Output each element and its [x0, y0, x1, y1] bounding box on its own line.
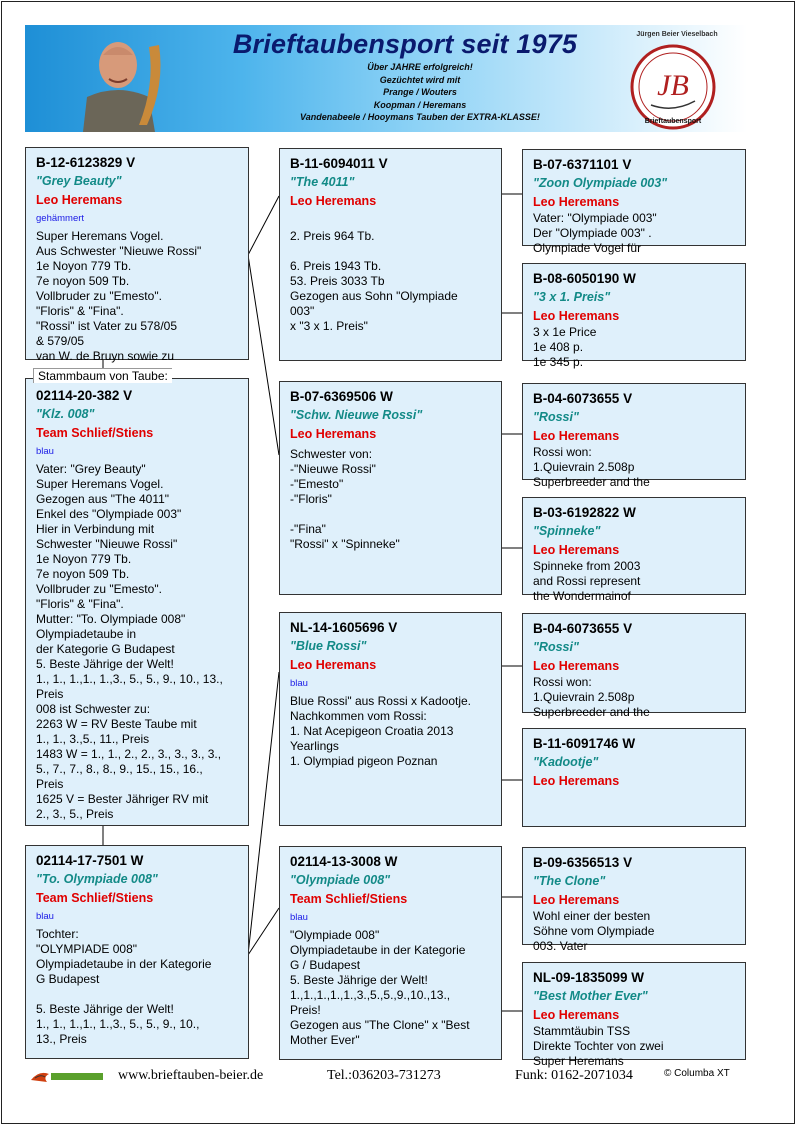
ring-number: B-04-6073655 V — [533, 621, 633, 636]
svg-text:JB: JB — [657, 69, 689, 102]
ring-number: B-07-6369506 W — [290, 389, 393, 404]
website-link[interactable]: www.brieftauben-beier.de — [118, 1068, 264, 1083]
pedigree-box-dam[interactable] — [25, 845, 249, 1059]
ring-number: B-04-6073655 V — [533, 391, 633, 406]
pedigree-box-dsd[interactable] — [522, 728, 746, 827]
pigeon-name: "The Clone" — [533, 874, 606, 888]
footer — [0, 1064, 796, 1088]
breeder-name: Leo Heremans — [533, 195, 620, 209]
pigeon-name: "Olympiade 008" — [290, 873, 391, 887]
pedigree-box-dds[interactable] — [522, 847, 746, 953]
pigeon-description: Spinneke from 2003 and Rossi represent the Wondermainof — [533, 559, 641, 603]
banner-title: Brieftaubensport seit 1975 — [232, 29, 578, 59]
pedigree-box-sds[interactable] — [522, 383, 746, 489]
pigeon-description: Wohl einer der besten Söhne vom Olympiade 003. Vater — [533, 909, 655, 953]
breeder-name: Leo Heremans — [533, 1008, 620, 1022]
pigeon-name: "To. Olympiade 008" — [36, 872, 158, 886]
ring-number: B-09-6356513 V — [533, 855, 633, 870]
ring-number: B-11-6091746 W — [533, 736, 636, 751]
pigeon-name: "Rossi" — [533, 410, 579, 424]
pedigree-box-sdd[interactable] — [522, 497, 746, 603]
breeder-name: Leo Heremans — [533, 543, 620, 557]
pigeon-name: "Schw. Nieuwe Rossi" — [290, 408, 423, 422]
pigeon-description: Rossi won: 1.Quievrain 2.508p Superbreeder and the — [533, 675, 650, 719]
pigeon-description: 3 x 1e Price 1e 408 p. 1e 345 p. — [533, 325, 597, 369]
breeder-name: Leo Heremans — [290, 427, 377, 441]
pigeon-name: "Spinneke" — [533, 524, 601, 538]
pedigree-box-dam-dam[interactable] — [279, 846, 502, 1060]
ring-number: 02114-17-7501 W — [36, 853, 144, 868]
pigeon-description: 2. Preis 964 Tb. 6. Preis 1943 Tb. 53. Preis 3033 Tb Gezogen aus Sohn "Olympiade 003" x "3 x 1. Preis" — [290, 229, 458, 333]
pedigree-box-dam-sire[interactable] — [279, 612, 502, 826]
svg-text:Brieftaubensport: Brieftaubensport — [644, 118, 702, 125]
ring-number: B-07-6371101 V — [533, 157, 632, 172]
ring-number: NL-09-1835099 W — [533, 970, 645, 985]
pigeon-name: "Zoon Olympiade 003" — [533, 176, 668, 190]
pigeon-name: "Grey Beauty" — [36, 174, 122, 188]
breeder-name: Leo Heremans — [533, 893, 620, 907]
pedigree-box-ddd[interactable] — [522, 962, 746, 1068]
breeder-name: Team Schlief/Stiens — [290, 892, 408, 906]
feather-color: blau — [36, 911, 54, 922]
ring-number: B-11-6094011 V — [290, 156, 388, 171]
pigeon-description: Stammtäubin TSS Direkte Tochter von zwei Super Heremans — [533, 1024, 664, 1068]
pigeon-name: "The 4011" — [290, 175, 355, 189]
feather-color: blau — [36, 446, 54, 457]
pigeon-name: "Best Mother Ever" — [533, 989, 648, 1003]
breeder-name: Team Schlief/Stiens — [36, 426, 154, 440]
ring-number: B-03-6192822 W — [533, 505, 636, 520]
pigeon-description: Vater: "Grey Beauty" Super Heremans Vogel. Gezogen aus "The 4011" Enkel des "Olympiade 003" Hier in Verbindung mit Schwester "Nieuwe Rossi" 1e Noyon 779 Tb. 7e noyon 509 Tb. Vollbruder zu "Emesto". "Floris" & "Fina". Mutter: "To. Olympiade 008" Olympiadetaube in der Kategorie G Budapest 5. Beste Jährige der Welt! 1., 1., 1.,1., 1.,3., 5., 5., 9., 10., 13., Preis 008 ist Schwester zu: 2263 W = RV Beste Taube mit 1., 1., 3.,5., 11., Preis 1483 W = 1., 1., 2., 2., 3., 3., 3., 3., 5., 7., 7., 8., 8., 9., 15., 15., 16., Preis 1625 V = Bester Jähriger RV mit 2., 3., 5., Preis — [36, 462, 223, 821]
breeder-name: Leo Heremans — [533, 309, 620, 323]
feather-color: gehämmert — [36, 213, 85, 224]
banner-subtitle: Über JAHRE erfolgreich! Gezüchtet wird mit Prange / Wouters Koopman / Heremans Vandenabeele / Hooymans Tauben der EXTRA-KLASSE! — [300, 62, 540, 123]
breeder-name: Leo Heremans — [533, 659, 620, 673]
pigeon-name: "3 x 1. Preis" — [533, 290, 611, 304]
pigeon-description: Blue Rossi" aus Rossi x Kadootje. Nachkommen vom Rossi: 1. Nat Acepigeon Croatia 2013 Yearlings 1. Olympiad pigeon Poznan — [290, 694, 472, 768]
pigeon-name: "Rossi" — [533, 640, 579, 654]
pedigree-box-sss[interactable] — [522, 149, 746, 255]
pigeon-name: "Klz. 008" — [36, 407, 95, 421]
pedigree-box-dss[interactable] — [522, 613, 746, 719]
pigeon-description: Rossi won: 1.Quievrain 2.508p Superbreeder and the — [533, 445, 650, 489]
feather-color: blau — [290, 678, 308, 689]
pedigree-box-sire-sire[interactable] — [279, 148, 502, 361]
copyright: © Columba XT — [664, 1068, 730, 1079]
pigeon-description: Tochter: "OLYMPIADE 008" Olympiadetaube in der Kategorie G Budapest 5. Beste Jährige der Welt! 1., 1., 1.,1., 1.,3., 5., 5., 9., 10., 13., Preis — [36, 927, 212, 1046]
breeder-name: Leo Heremans — [290, 658, 377, 672]
ring-number: B-08-6050190 W — [533, 271, 636, 286]
pedigree-box-sire[interactable] — [25, 147, 249, 363]
pigeon-name: "Kadootje" — [533, 755, 599, 769]
phone-number: Tel.:036203-731273 — [327, 1068, 441, 1083]
logo-owner-name: Jürgen Beier Vieselbach — [636, 31, 718, 38]
breeder-name: Leo Heremans — [533, 774, 620, 788]
breeder-name: Team Schlief/Stiens — [36, 891, 154, 905]
breeder-name: Leo Heremans — [290, 194, 377, 208]
ring-number: 02114-20-382 V — [36, 388, 133, 403]
pigeon-description: "Olympiade 008" Olympiadetaube in der Kategorie G / Budapest 5. Beste Jährige der Welt! 1.,1.,1.,1.,1.,3.,5.,5.,9.,10.,13., Preis! Gezogen aus "The Clone" x "Best Mother Ever" — [290, 928, 470, 1047]
feather-color: blau — [290, 912, 308, 923]
pigeon-name: "Blue Rossi" — [290, 639, 367, 653]
brieftauben-marketing-logo-icon — [29, 1068, 104, 1084]
pigeon-description: Schwester von: -"Nieuwe Rossi" -"Emesto" -"Floris" -"Fina" "Rossi" x "Spinneke" — [290, 447, 400, 551]
pigeon-description: Vater: "Olympiade 003" Der "Olympiade 003" . Olympiade Vogel für — [533, 211, 657, 255]
ring-number: 02114-13-3008 W — [290, 854, 398, 869]
pedigree-legend: Stammbaum von Taube: — [33, 368, 172, 383]
pedigree-box-subject[interactable] — [25, 378, 249, 826]
breeder-name: Leo Heremans — [36, 193, 123, 207]
pedigree-box-ssd[interactable] — [522, 263, 746, 369]
mobile-number: Funk: 0162-2071034 — [515, 1068, 633, 1083]
breeder-name: Leo Heremans — [533, 429, 620, 443]
ring-number: NL-14-1605696 V — [290, 620, 398, 635]
pedigree-box-sire-dam[interactable] — [279, 381, 502, 595]
pigeon-description: Super Heremans Vogel. Aus Schwester "Nieuwe Rossi" 1e Noyon 779 Tb. 7e noyon 509 Tb. Vollbruder zu "Emesto". "Floris" & "Fina". "Rossi" ist Vater zu 578/05 & 579/05 van W. de Bruyn sowie zu — [36, 229, 202, 363]
ring-number: B-12-6123829 V — [36, 155, 136, 170]
